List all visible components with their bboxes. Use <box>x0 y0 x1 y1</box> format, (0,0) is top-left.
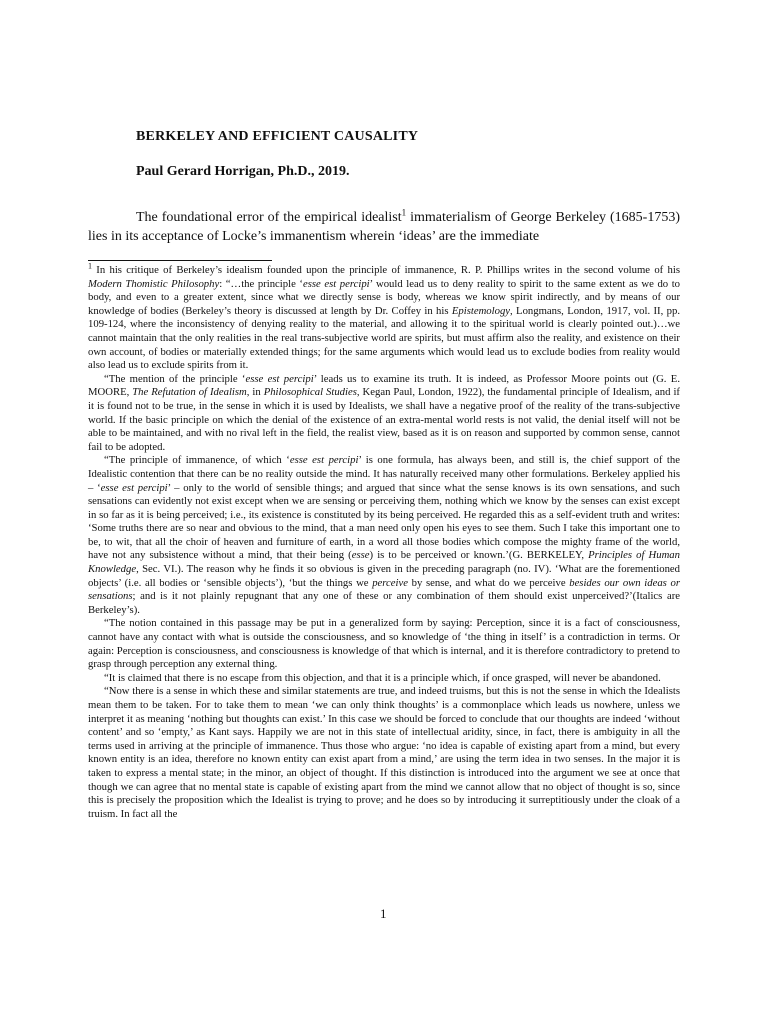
latin-word: esse <box>351 549 370 562</box>
latin-phrase: esse est percipi <box>302 277 370 290</box>
latin-phrase: esse est percipi <box>289 454 359 467</box>
body-paragraph <box>88 208 680 246</box>
footnote-text: ; and is it not plainly repugnant that any one of these or any combination of them should exist unperceived?’(Italics are Berkeley’s). <box>88 590 680 616</box>
footnote-text: “It is claimed that there is no escape from this objection, and that it is a principle which, if once grasped, will never be abandoned. <box>104 671 661 684</box>
footnote-text: “The mention of the principle ‘ <box>104 372 246 385</box>
body-text-after: immaterialism of George Berkeley (1685-1753) lies in its acceptance of Locke’s immanentism wherein ‘ideas’ are the immediate <box>88 210 681 244</box>
emphasized-phrase: besides our own ideas or sensations <box>88 576 680 603</box>
footnote-text: “The notion contained in this passage may be put in a generalized form by saying: Perception, since it is a fact of consciousness, cannot have any contact with what is outside the consciousness, and so knowledge of ‘the thing in itself’ is a contradiction in terms. Or again: Perception is consciousness, and consciousness is knowledge of that which is internal, and it is therefore contradictory to pretend to grasp through perception any external thing. <box>88 617 680 671</box>
footnote-text: ’ leads us to examine its truth. It is indeed, as Professor Moore points out (G. E. MOORE, <box>88 372 680 399</box>
book-title: The Refutation of Idealism <box>132 386 247 399</box>
page-number: 1 <box>380 906 387 921</box>
document-title: BERKELEY AND EFFICIENT CAUSALITY <box>136 129 419 144</box>
footnote-text: , in <box>246 386 264 399</box>
latin-phrase: esse est percipi <box>245 372 314 385</box>
footnote-text: ’ is one formula, has always been, and still is, the chief support of the Idealistic contention that there can be no reality outside the mind. It has naturally received many other formulations. Berkeley applied his – ‘ <box>88 454 680 494</box>
footnote-text: , Longmans, London, 1917, vol. II, pp. 109-124, where the inconsistency of denying reality to the material, and allowing it to the spiritual world is clearly pointed out.)…we cannot maintain that the only realities in the real trans-subjective world are spirits, but must affirm also the reality, and existence on their own account, of bodies or materially extended things; for the same arguments which would lead us to exclude bodies from reality would also lead us to exclude spirits from it. <box>88 304 680 372</box>
footnote-text: , Kegan Paul, London, 1922), the fundamental principle of Idealism, and if it is found not to be true, in the sense in which it is used by Idealists, we shall have a negative proof of the reality of the trans-subjective world. If the basic principle on which the denial of the existence of an extra-mental world rests is not valid, the denial itself will not be able to be maintained, and with no rival left in the field, the realist view, based as it is on reason and supported by common sense, cannot fail to be adopted. <box>88 386 680 453</box>
footnote-text: “Now there is a sense in which these and similar statements are true, and indeed truisms, but this is not the sense in which the Idealists mean them to be taken. For to take them to mean ‘we can only think thoughts’ is a commonplace which leads us nowhere, unless we interpret it as meaning ‘nothing but thoughts can exist.’ In this case we should be forced to conclude that our thoughts are indeed ‘without content’ and so ‘empty,’ as Kant says. Happily we are not in this state of intellectual aridity, since, in fact, there is ambiguity in all the terms used in arriving at the principle of immanence. Thus those who argue: ‘no idea is capable of existing apart from a mind, but every known entity is an idea, therefore no known entity can exist apart from a mind,’ are using the term idea in two senses. In the major it is taken to express a mental state; in the minor, an object of thought. If this distinction is introduced into the argument we see at once that though we can agree that no mental state is capable of existing apart from the mind we cannot allow that no object of thought is so, since this is precisely the proposition which the Idealist is trying to prove; and he does so by introducing it surreptitiously under the cloak of a truism. In fact all the <box>88 685 680 820</box>
book-title: Modern Thomistic Philosophy <box>88 277 220 290</box>
footnote-paragraph <box>88 454 680 617</box>
footnote-paragraph <box>88 261 681 373</box>
footnote-paragraph <box>88 685 680 821</box>
footnote-paragraph <box>88 373 680 455</box>
book-title: Philosophical Studies <box>263 386 357 399</box>
footnote-text: ’ would lead us to deny reality to spirit to the same extent as we do to body, and even to a greater extent, since what we directly sense is body, whereas we know spirit indirectly, and by means of our knowledge of bodies (Berkeley’s theory is discussed at length by Dr. Coffey in his <box>88 277 681 317</box>
latin-phrase: esse est percipi <box>100 481 168 494</box>
footnote-text: : “…the principle ‘ <box>219 277 303 290</box>
footnote-text: ) is to be perceived or known.’(G. BERKELEY, <box>369 549 589 562</box>
book-title: Epistemology <box>451 304 511 317</box>
book-title: Principles of Human Knowledge <box>88 549 680 576</box>
footnote-text: ’ – only to the world of sensible things; and argued that since what the sense knows is its own sensations, and such sensations can evidently not exist except when we are sensing or perceiving them, nothing which we know by the senses can exist except in so far as it is being perceived; i.e., its existence is constituted by its being perceived. He regarded this as a self-evident truth and writes: ‘Some truths there are so near and obvious to the mind, that a man need only open his eyes to see them. Such I take this important one to be, to wit, that all the choir of heaven and furniture of earth, in a word all those bodies which compose the mighty frame of the world, have not any subsistence without a mind, that their being ( <box>88 481 680 562</box>
footnotes-section <box>88 261 681 821</box>
footnote-text: In his critique of Berkeley’s idealism founded upon the principle of immanence, R. P. Phillips writes in the second volume of his <box>92 264 680 276</box>
body-text-before: The foundational error of the empirical idealist <box>136 210 402 225</box>
footnote-text: “The principle of immanence, of which ‘ <box>104 454 290 467</box>
footnote-text: , Sec. VI.). The reason why he finds it so obvious is given in the preceding paragraph (no. IV). ‘What are the forementioned objects’ (i.e. all bodies or ‘sensible objects’), ‘but the things we <box>88 563 680 589</box>
footnote-paragraph <box>88 617 680 671</box>
emphasized-word: perceive <box>372 576 408 589</box>
footnote-marker: 1 <box>88 261 92 271</box>
document-author: Paul Gerard Horrigan, Ph.D., 2019. <box>136 164 350 179</box>
footnote-reference[interactable]: 1 <box>401 207 407 218</box>
footnote-separator <box>88 260 272 261</box>
footnote-paragraph <box>88 672 680 686</box>
footnote-text: by sense, and what do we perceive <box>407 576 570 589</box>
